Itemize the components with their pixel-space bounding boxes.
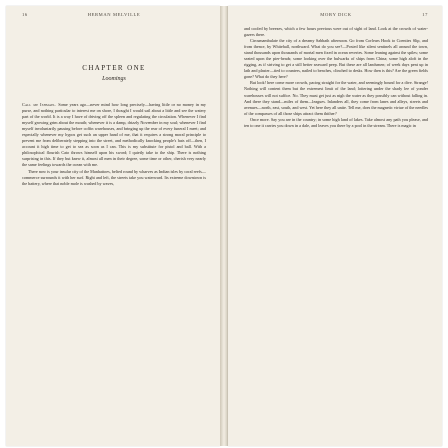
right-running-head	[244, 12, 428, 24]
right-paragraph-3: But look! here come more crowds, pacing straight for the water, and seemingly bound for a dive. Strange! Nothing will content them but the extremest limit of the land; loitering under the shady lee of yonder warehouses will not suffice. No. They must get just as nigh the water as they possibly can without falling in. And there they stand—miles of them—leagues. Inlanders all, they come from lanes and alleys, streets and avenues—north, east, south, and west. Yet here they all unite. Tell me, does the magnetic virtue of the needles of the compasses of all those ships attract them thither?	[244, 80, 428, 116]
left-page	[6, 6, 220, 446]
right-page-number: 17	[422, 12, 428, 17]
right-body-text	[244, 26, 428, 129]
right-paragraph-4: Once more. Say you are in the country; in some high land of lakes. Take almost any path you please, and ten to one it carries you down in a dale, and leaves you there by a pool in the stream. There is magic in	[244, 116, 428, 128]
left-paragraph-2: There now is your insular city of the Manhattoes, belted round by wharves as Indian isles by coral reefs—commerce surrounds it with her surf. Right and left, the streets take you waterward. Its extreme downtown is the battery, where that noble mole is washed by waves,	[22, 168, 206, 186]
opening-paragraph	[22, 102, 206, 169]
right-paragraph-2: Circumambulate the city of a dreamy Sabbath afternoon. Go from Corlears Hook to Coenties Slip, and from thence, by Whitehall, northward. What do you see?—Posted like silent sentinels all around the town, stand thousands upon thousands of mortal men fixed in ocean reveries. Some leaning against the spiles; some seated upon the pier-heads; some looking over the bulwarks of ships from China; some high aloft in the rigging, as if striving to get a still better seaward peep. But these are all landsmen; of week days pent up in lath and plaster—tied to counters, nailed to benches, clinched to desks. How then is this? Are the green fields gone? What do they here?	[244, 38, 428, 80]
book-gutter	[220, 6, 228, 446]
left-running-head	[22, 12, 206, 24]
opening-paragraph-text: Some years ago—never mind how long precisely—having little or no money in my purse, and nothing particular to interest me on shore, I thought I would sail about a little and see the watery part of the world. It is a way I have of driving off the spleen and regulating the circulation. Whenever I find myself growing grim about the mouth; whenever it is a damp, drizzly November in my soul; whenever I find myself involuntarily pausing before coffin warehouses, and bringing up the rear of every funeral I meet; and especially whenever my hypos get such an upper hand of me, that it requires a strong moral principle to prevent me from deliberately stepping into the street, and methodically knocking people's hats off—then, I account it high time to get to sea as soon as I can. This is my substitute for pistol and ball. With a philosophical flourish Cato throws himself upon his sword; I quietly take to the ship. There is nothing surprising in this. If they but knew it, almost all men in their degree, some time or other, cherish very nearly the same feelings towards the ocean with me.	[22, 102, 206, 168]
left-page-number: 16	[22, 12, 28, 17]
right-page	[228, 6, 442, 446]
left-body-text	[22, 102, 206, 187]
chapter-label: CHAPTER ONE	[82, 64, 146, 72]
opening-lead-words: Call me Ishmael.	[22, 102, 57, 107]
chapter-title: Loomings	[102, 76, 126, 82]
left-running-title: HERMAN MELVILLE	[87, 12, 141, 17]
right-running-title: MOBY DICK	[320, 12, 352, 17]
right-paragraph-1: and cooled by breezes, which a few hours previous were out of sight of land. Look at the crowds of water-gazers there.	[244, 26, 428, 38]
chapter-heading	[22, 64, 206, 82]
